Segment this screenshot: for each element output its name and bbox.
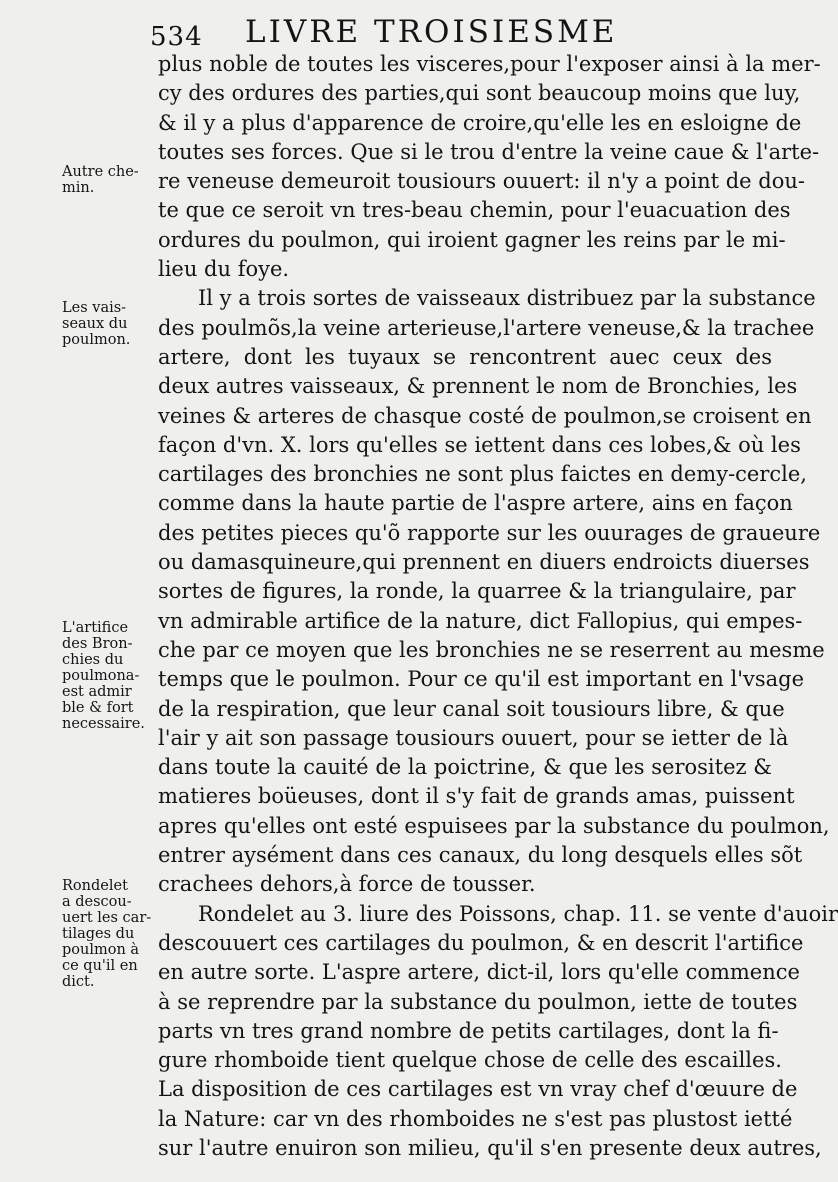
text-line: l'air y ait son passage tousiours ouuert, pour se ietter de là (158, 725, 789, 750)
text-line: entrer aysément dans ces canaux, du long desquels elles sõt (158, 843, 803, 868)
text-line: plus noble de toutes les visceres,pour l'exposer ainsi à la mer- (158, 52, 821, 76)
text-line: temps que le poulmon. Pour ce qu'il est important en l'vsage (158, 667, 805, 692)
running-title: LIVRE TROISIESME (245, 14, 618, 50)
margin-note-artifice: L'artifice des Bron- chies du poulmona- est admir ble & fort necessaire. (62, 620, 145, 732)
text-line: crachees dehors,à force de tousser. (158, 872, 536, 897)
text-line: comme dans la haute partie de l'aspre artere, ains en façon (158, 491, 793, 516)
text-line: te que ce seroit vn tres-beau chemin, pour l'euacuation des (158, 198, 791, 223)
text-line: cy des ordures des parties,qui sont beaucoup moins que luy, (158, 81, 801, 106)
page-header (150, 14, 750, 54)
text-line: La disposition de ces cartilages est vn vray chef d'œuure de (158, 1077, 798, 1102)
main-text-block (158, 50, 838, 1163)
text-line: façon d'vn. X. lors qu'elles se iettent dans ces lobes,& où les (158, 432, 801, 457)
text-line: artere, dont les tuyaux se rencontrent auec ceux des (158, 344, 772, 369)
text-line: dans toute la cauité de la poictrine, & que les serositez & (158, 755, 772, 780)
page-number: 534 (150, 22, 203, 52)
text-line: descouuert ces cartilages du poulmon, & en descrit l'artifice (158, 930, 804, 955)
text-line: des petites pieces qu'õ rapporte sur les ouurages de graueure (158, 520, 821, 545)
text-line: toutes ses forces. Que si le trou d'entre la veine caue & l'arte- (158, 139, 820, 164)
text-line: des poulmõs,la veine arterieuse,l'artere veneuse,& la trachee (158, 315, 815, 340)
margin-note-autre-chemin: Autre che- min. (62, 164, 139, 196)
text-line: de la respiration, que leur canal soit tousiours libre, & que (158, 696, 785, 721)
text-line: à se reprendre par la substance du poulmon, iette de toutes (158, 989, 798, 1014)
margin-note-vaisseaux: Les vais- seaux du poulmon. (62, 300, 131, 348)
text-line: che par ce moyen que les bronchies ne se reserrent au mesme (158, 637, 825, 662)
text-line: re veneuse demeuroit tousiours ouuert: il n'y a point de dou- (158, 169, 805, 194)
text-line: apres qu'elles ont esté espuisees par la substance du poulmon, (158, 813, 830, 838)
text-line: sortes de figures, la ronde, la quarree & la triangulaire, par (158, 579, 796, 604)
text-line: Rondelet au 3. liure des Poissons, chap. 11. se vente d'auoir (198, 901, 838, 926)
text-line: Il y a trois sortes de vaisseaux distribuez par la substance (198, 286, 816, 311)
text-line: lieu du foye. (158, 257, 290, 282)
text-line: matieres boüeuses, dont il s'y fait de grands amas, puissent (158, 784, 795, 809)
text-line: vn admirable artifice de la nature, dict Fallopius, qui empes- (158, 608, 803, 633)
text-line: en autre sorte. L'aspre artere, dict-il, lors qu'elle commence (158, 960, 800, 985)
text-line: gure rhomboide tient quelque chose de celle des escailles. (158, 1048, 782, 1073)
text-line: ordures du poulmon, qui iroient gagner les reins par le mi- (158, 227, 786, 252)
text-line: deux autres vaisseaux, & prennent le nom de Bronchies, les (158, 374, 798, 399)
text-line: cartilages des bronchies ne sont plus faictes en demy-cercle, (158, 462, 807, 487)
margin-note-rondelet: Rondelet a descou- uert les car- tilages du poulmon à ce qu'il en dict. (62, 878, 152, 990)
text-line: la Nature: car vn des rhomboides ne s'est pas plustost ietté (158, 1106, 793, 1131)
text-line: parts vn tres grand nombre de petits cartilages, dont la fi- (158, 1018, 779, 1043)
text-line: ou damasquineure,qui prennent en diuers endroicts diuerses (158, 550, 810, 575)
text-line: & il y a plus d'apparence de croire,qu'elle les en esloigne de (158, 110, 802, 135)
text-line: sur l'autre enuiron son milieu, qu'il s'en presente deux autres, (158, 1135, 822, 1160)
text-line: veines & arteres de chasque costé de poulmon,se croisent en (158, 403, 812, 428)
